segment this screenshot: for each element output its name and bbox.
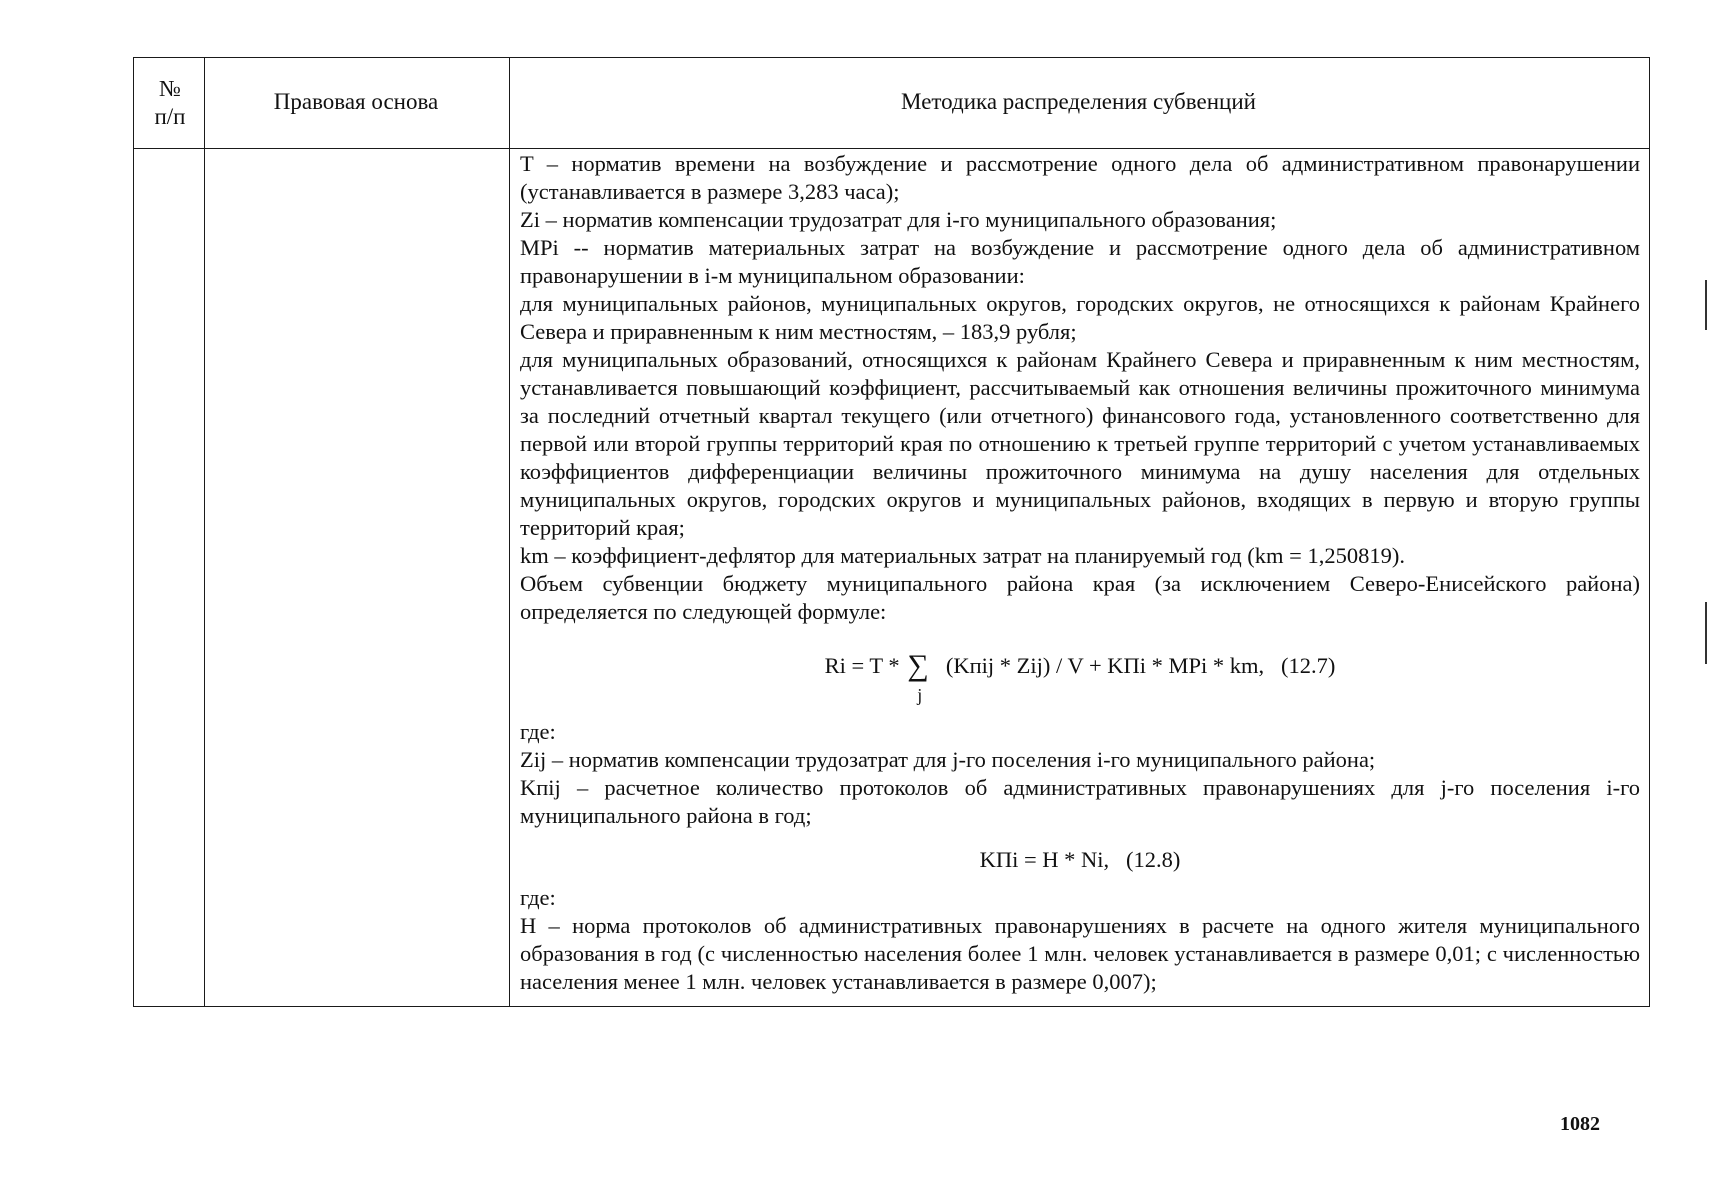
scan-artifact-mark xyxy=(1705,280,1707,330)
distribution-table xyxy=(133,57,1650,1007)
formula-12-7-right: (Kпij * Zij) / V + KПi * MPi * km, (12.7) xyxy=(934,653,1336,678)
formula-12-7 xyxy=(520,626,1640,718)
formula-12-8-text: KПi = H * Ni, (12.8) xyxy=(979,847,1181,872)
paragraph-zi-definition: Zi – норматив компенсации трудозатрат для i-го муниципального образования; xyxy=(520,207,1277,232)
header-divider xyxy=(134,148,1649,149)
scan-artifact-mark xyxy=(1705,602,1707,664)
paragraph-far-north: для муниципальных образований, относящихся к районам Крайнего Севера и приравненным к ним местностям, устанавливается повышающий коэффициент, рассчитываемый как отношения величины прожиточного минимума за последний отчетный квартал текущего (или отчетного) финансового года, установленного соответственно для первой или второй группы территорий края по отношению к третьей группе территорий с учетом устанавливаемых коэффициентов дифференциации величины прожиточного минимума на душу населения для отдельных муниципальных округов, городских округов и муниципальных районов, входящих в первую и вторую группы территорий края; xyxy=(520,347,1640,540)
paragraph-kpij-definition: Kпij – расчетное количество протоколов об административных правонарушениях для j-го поселения i-го муниципального района в год; xyxy=(520,775,1640,828)
header-legal-basis: Правовая основа xyxy=(273,89,439,114)
header-number-sign: № xyxy=(159,76,181,101)
header-number-abbrev: п/п xyxy=(154,104,186,129)
formula-12-7-left: Ri = T * xyxy=(824,653,906,678)
column-divider-number xyxy=(204,58,205,1006)
paragraph-non-north: для муниципальных районов, муниципальных округов, городских округов, не относящихся к районам Крайнего Севера и приравненным к ним местностям, – 183,9 рубля; xyxy=(520,291,1640,344)
paragraph-h-definition: H – норма протоколов об административных правонарушениях в расчете на одного жителя муниципального образования в год (с численностью населения более 1 млн. человек устанавливается в размере 0,01; с численностью населения менее 1 млн. человек устанавливается в размере 0,007); xyxy=(520,913,1640,994)
page-number: 1082 xyxy=(1560,1113,1600,1135)
paragraph-mpi-definition: MPi -- норматив материальных затрат на возбуждение и рассмотрение одного дела об административном правонарушении в i-м муниципальном образовании: xyxy=(520,235,1640,288)
where-label-1: где: xyxy=(520,719,556,744)
sigma-symbol xyxy=(907,649,929,705)
column-divider-basis xyxy=(509,58,510,1006)
method-cell xyxy=(520,150,1640,996)
paragraph-zij-definition: Zij – норматив компенсации трудозатрат для j-го поселения i-го муниципального района; xyxy=(520,747,1376,772)
sigma-glyph: ∑ xyxy=(907,649,929,682)
header-method: Методика распределения субвенций xyxy=(901,89,1256,114)
formula-12-8 xyxy=(520,830,1640,884)
header-number xyxy=(134,75,206,131)
where-label-2: где: xyxy=(520,885,556,910)
paragraph-km-definition: km – коэффициент-дефлятор для материальных затрат на планируемый год (km = 1,250819). xyxy=(520,543,1405,568)
paragraph-t-definition: T – норматив времени на возбуждение и рассмотрение одного дела об административном правонарушении (устанавливается в размере 3,283 часа); xyxy=(520,151,1640,204)
paragraph-subvention-volume: Объем субвенции бюджету муниципального района края (за исключением Северо-Енисейского района) определяется по следующей формуле: xyxy=(520,571,1640,624)
sigma-subscript: j xyxy=(917,685,923,705)
